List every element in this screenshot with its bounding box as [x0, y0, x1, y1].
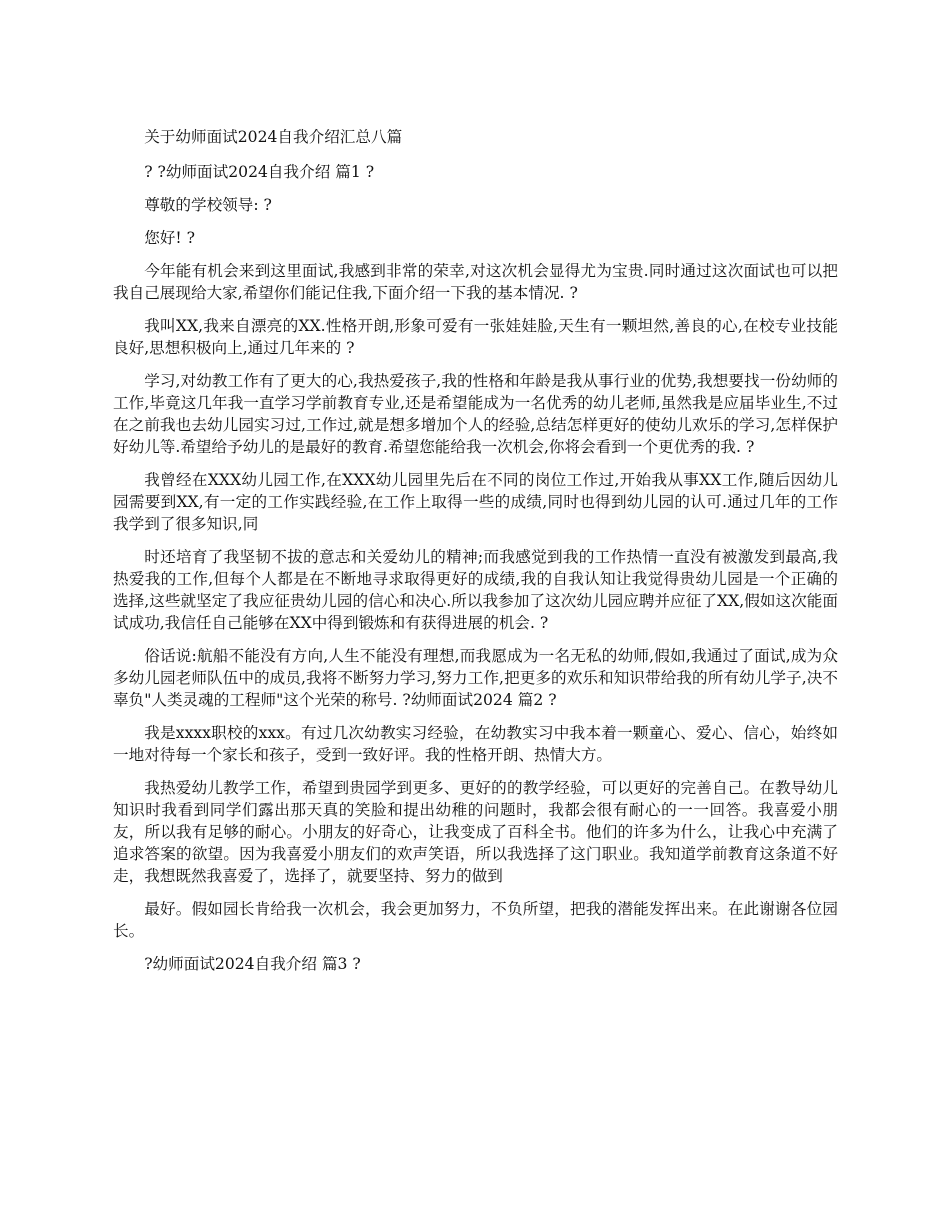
document-page: [113, 126, 838, 986]
salutation: 尊敬的学校领导: ?: [144, 196, 272, 214]
paragraph: 我曾经在XXX幼儿园工作,在XXX幼儿园里先后在不同的岗位工作过,开始我从事XX工作,随后因幼儿园需要到XX,有一定的工作实践经验,在工作上取得一些的成绩,同时也得到幼儿园的认可.通过几年的工作我学到了很多知识,同: [113, 471, 838, 533]
paragraph: 我是xxxx职校的xxx。有过几次幼教实习经验，在幼教实习中我本着一颗童心、爱心、信心，始终如一地对待每一个家长和孩子，受到一致好评。我的性格开朗、热情大方。: [113, 724, 838, 764]
section-heading-3: ?幼师面试2024自我介绍 篇3 ?: [144, 955, 361, 973]
greeting: 您好! ?: [144, 229, 195, 247]
paragraph: 最好。假如园长肯给我一次机会，我会更加努力，不负所望，把我的潜能发挥出来。在此谢谢各位园长。: [113, 900, 838, 940]
paragraph: 我热爱幼儿教学工作，希望到贵园学到更多、更好的的教学经验，可以更好的完善自己。在教导幼儿知识时我看到同学们露出那天真的笑脸和提出幼稚的问题时，我都会很有耐心的一一回答。我喜爱小朋友，所以我有足够的耐心。小朋友的好奇心，让我变成了百科全书。他们的许多为什么，让我心中充满了追求答案的欲望。因为我喜爱小朋友们的欢声笑语，所以我选择了这门职业。我知道学前教育这条道不好走，我想既然我喜爱了，选择了，就要坚持、努力的做到: [113, 779, 838, 885]
paragraph: 我叫XX,我来自漂亮的XX.性格开朗,形象可爱有一张娃娃脸,天生有一颗坦然,善良的心,在校专业技能良好,思想积极向上,通过几年来的 ?: [113, 317, 838, 357]
paragraph: 今年能有机会来到这里面试,我感到非常的荣幸,对这次机会显得尤为宝贵.同时通过这次面试也可以把我自己展现给大家,希望你们能记住我,下面介绍一下我的基本情况. ?: [113, 262, 838, 302]
paragraph: 时还培育了我坚韧不拔的意志和关爱幼儿的精神;而我感觉到我的工作热情一直没有被激发到最高,我热爱我的工作,但每个人都是在不断地寻求取得更好的成绩,我的自我认知让我觉得贵幼儿园是一个正确的选择,这些就坚定了我应征贵幼儿园的信心和决心.所以我参加了这次幼儿园应聘并应征了XX,假如这次能面试成功,我信任自己能够在XX中得到锻炼和有获得进展的机会. ?: [113, 548, 838, 632]
document-title: 关于幼师面试2024自我介绍汇总八篇: [144, 128, 403, 146]
paragraph: 俗话说:航船不能没有方向,人生不能没有理想,而我愿成为一名无私的幼师,假如,我通过了面试,成为众多幼儿园老师队伍中的成员,我将不断努力学习,努力工作,把更多的欢乐和知识带给我的所有幼儿学子,决不辜负"人类灵魂的工程师"这个光荣的称号. ?幼师面试2024 篇2 ?: [113, 647, 838, 709]
section-heading-1: ? ?幼师面试2024自我介绍 篇1 ?: [144, 163, 375, 181]
paragraph: 学习,对幼教工作有了更大的心,我热爱孩子,我的性格和年龄是我从事行业的优势,我想要找一份幼师的工作,毕竟这几年我一直学习学前教育专业,还是希望能成为一名优秀的幼儿老师,虽然我是应届毕业生,不过在之前我也去幼儿园实习过,工作过,就是想多增加个人的经验,总结怎样更好的使幼儿欢乐的学习,怎样保护好幼儿等.希望给予幼儿的是最好的教育.希望您能给我一次机会,你将会看到一个更优秀的我. ?: [113, 372, 838, 456]
